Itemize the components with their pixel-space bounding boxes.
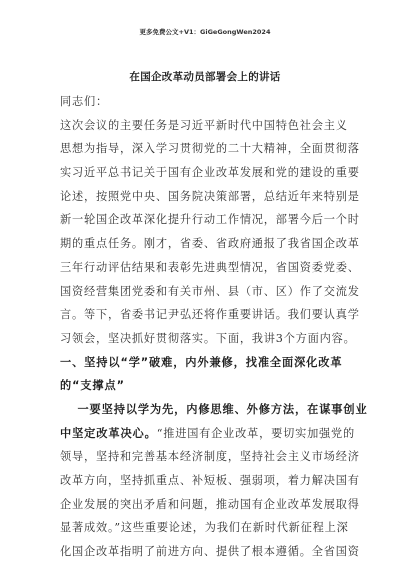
paragraph-line: 思想为指导，深入学习贯彻党的二十大精神，全面贯彻落 (60, 142, 360, 156)
paragraph-line: 期的重点任务。刚才，省委、省政府通报了我省国企改革 (60, 237, 360, 251)
paragraph-line: 言。等下，省委书记尹弘还将作重要讲话。我们要认真学 (60, 308, 360, 322)
paragraph-lead: 一要坚持以学为先，内修思维、外修方法，在谋事创业 (77, 402, 368, 416)
page-title: 在国企改革动员部署会上的讲话 (129, 71, 281, 83)
paragraph-line: 论述，按照党中央、国务院决策部署，总结近年来特别是 (60, 189, 360, 203)
paragraph-line: 领导，坚持和完善基本经济制度，坚持社会主义市场经济 (60, 450, 360, 464)
section-heading: 一、坚持以“学”破难，内外兼修，找准全面深化改革 (60, 355, 343, 369)
section-heading: 的“支撑点” (60, 379, 125, 393)
header-note: 更多免费公文+V1：GiGeGongWen2024 (139, 28, 271, 36)
paragraph-line: 化国企改革指明了前进方向、提供了根本遵循。全省国资 (60, 545, 360, 559)
paragraph-line: 国资经营集团党委和有关市州、县（市、区）作了交流发 (60, 284, 360, 298)
paragraph-line (60, 422, 356, 446)
paragraph-line: 这次会议的主要任务是习近平新时代中国特色社会主义 (60, 118, 348, 132)
paragraph-line: 新一轮国企改革深化提升行动工作情况，部署今后一个时 (60, 213, 360, 227)
paragraph-line: 三年行动评估结果和表彰先进典型情况，省国资委党委、 (60, 260, 360, 274)
paragraph-line: 企业发展的突出矛盾和问题，推动国有企业改革发展取得 (60, 497, 360, 511)
paragraph-line: 改革方向，坚持抓重点、补短板、强弱项，着力解决国有 (60, 474, 360, 487)
document-body (60, 90, 368, 564)
paragraph-line: 实习近平总书记关于国有企业改革发展和党的建设的重要 (60, 166, 360, 180)
salutation: 同志们： (60, 95, 108, 108)
paragraph-line: 习领会，坚决抓好贯彻落实。下面，我讲3个方面内容。 (60, 331, 356, 345)
paragraph-lead: 中坚定改革决心。 (60, 426, 157, 440)
paragraph-line: 显著成效。”这些重要论述，为我们在新时代新征程上深 (60, 521, 349, 535)
paragraph-line (60, 398, 368, 422)
paragraph-quote: “推进国有企业改革，要切实加强党的 (156, 426, 356, 440)
